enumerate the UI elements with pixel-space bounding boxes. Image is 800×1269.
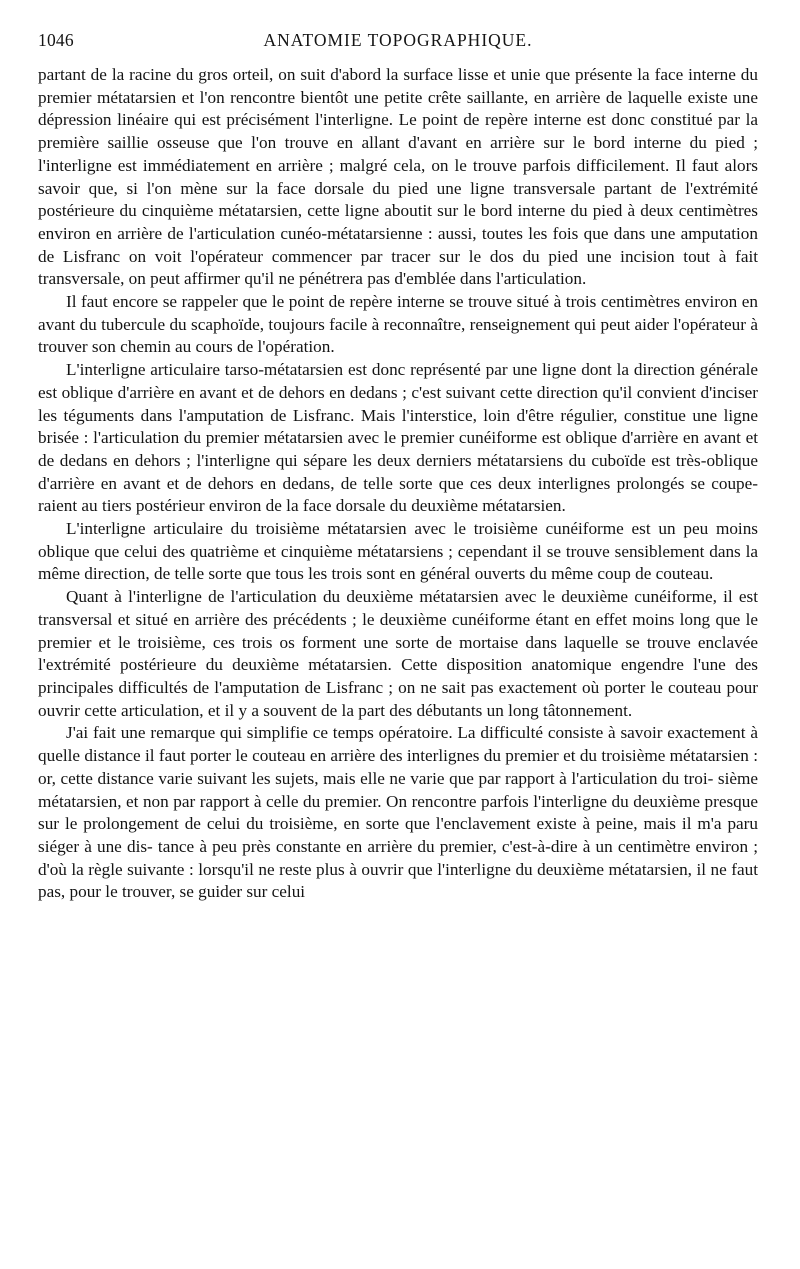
paragraph-2: Il faut encore se rappeler que le point de repère interne se trouve situé à trois centimètres environ en avant du tubercule du scaphoïde, toujours facile à reconnaître, renseignement qui peut aider l'opérateur à trouver son chemin au cours de l'opération. [38,292,758,357]
paragraph-3: L'interligne articulaire tarso-métatarsien est donc représenté par une ligne dont la direction générale est oblique d'arrière en avant et de dehors en dedans ; c'est suivant cette direction qu'il convient d'inciser les téguments dans l'amputation de Lisfranc. Mais l'interstice, loin d'être régulier, constitue une ligne brisée : l'articulation du premier métatarsien avec le premier cunéiforme est oblique d'arrière en avant et de dedans en dehors ; l'interligne qui sépare les deux derniers métatarsiens du cuboïde est très-oblique d'arrière en avant et de dehors en dedans, de telle sorte que ces deux interlignes prolongés se coupe- raient au tiers postérieur environ de la face dorsale du deuxième métatarsien. [38,360,758,516]
paragraph-6: J'ai fait une remarque qui simplifie ce temps opératoire. La difficulté consiste à savoir exactement à quelle distance il faut porter le couteau en arrière des interlignes du premier et du troisième métatarsien : or, cette distance varie suivant les sujets, mais elle ne varie que par rapport à l'articulation du troi- sième métatarsien, et non par rapport à celle du premier. On rencontre parfois l'interligne du deuxième presque sur le prolongement de celui du troisième, en sorte que l'enclavement existe à peine, mais il m'a paru siéger à une dis- tance à peu près constante en arrière du premier, c'est-à-dire à un centimètre environ ; d'où la règle suivante : lorsqu'il ne reste plus à ouvrir que l'interligne du deuxième métatarsien, il ne faut pas, pour le trouver, se guider sur celui [38,723,758,902]
page-number: 1046 [38,30,74,50]
page-header [38,30,758,58]
paragraph-5: Quant à l'interligne de l'articulation du deuxième métatarsien avec le deuxième cunéiforme, il est transversal et situé en arrière des précédents ; le deuxième cunéiforme étant en effet moins long que le premier et le troisième, ces trois os forment une sorte de mortaise dans laquelle se trouve enclavée l'extrémité postérieure du deuxième métatarsien. Cette disposition anatomique engendre l'une des principales difficultés de l'amputation de Lisfranc ; on ne sait pas exactement où porter le couteau pour ouvrir cette articulation, et il y a souvent de la part des débutants un long tâtonnement. [38,587,758,720]
body-text [38,64,758,904]
paragraph-1: partant de la racine du gros orteil, on suit d'abord la surface lisse et unie que présente la face interne du premier métatarsien et l'on rencontre bientôt une petite crête saillante, en arrière de laquelle existe une dépression linéaire qui est précisément l'interligne. Le point de repère interne est donc constitué par la première saillie osseuse que l'on trouve en allant d'avant en arrière sur le bord interne du pied ; l'interligne est immédiatement en arrière ; malgré cela, on le trouve parfois difficilement. Il faut alors savoir que, si l'on mène sur la face dorsale du pied une ligne transversale partant de l'extrémité postérieure du cinquième métatarsien, cette ligne aboutit sur le bord interne du pied à deux centimètres environ en arrière de l'articulation cunéo-métatarsienne : aussi, toutes les fois que dans une amputation de Lisfranc on voit l'opérateur commencer par tracer sur le dos du pied une incision tout à fait transversale, on peut affirmer qu'il ne pénétrera pas d'emblée dans l'articulation. [38,65,758,289]
paragraph-4: L'interligne articulaire du troisième métatarsien avec le troisième cunéiforme est un peu moins oblique que celui des quatrième et cinquième métatarsiens ; cependant il se trouve sensiblement dans la même direction, de telle sorte que tous les trois sont en général ouverts du même coup de couteau. [38,519,758,584]
document-page [38,30,758,904]
running-title: ANATOMIE TOPOGRAPHIQUE. [263,30,533,50]
